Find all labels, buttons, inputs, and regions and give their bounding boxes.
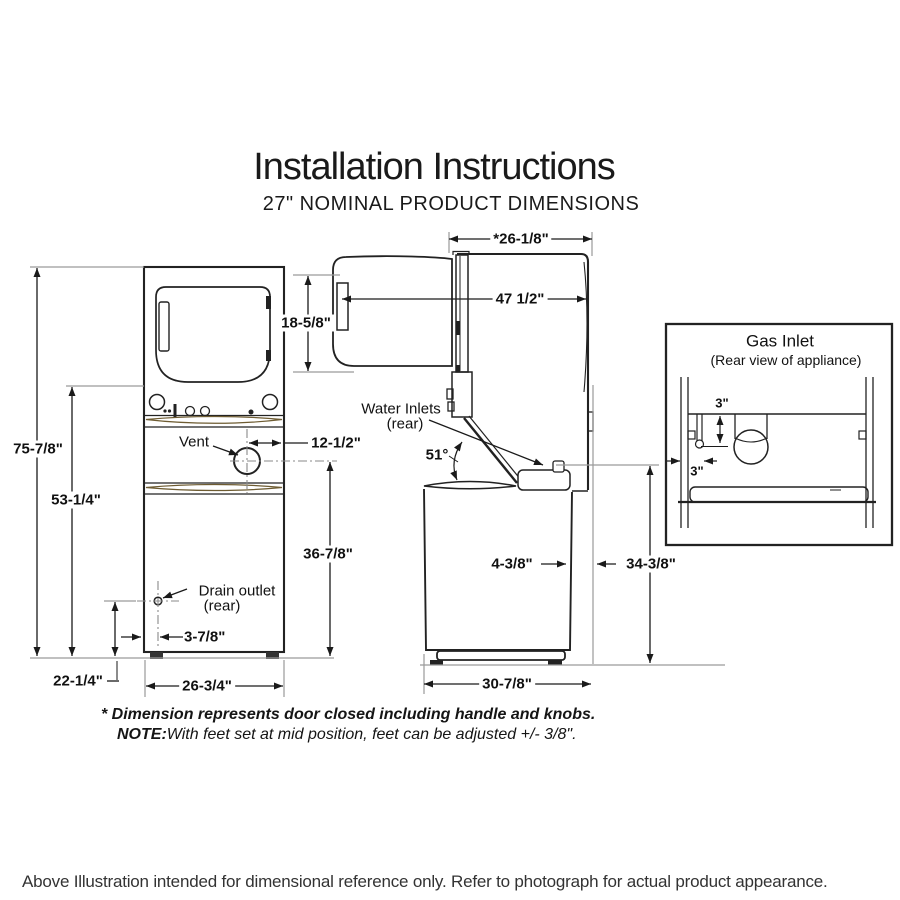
footer-disclaimer: Above Illustration intended for dimensional reference only. Refer to photograph for actual product appearance. bbox=[22, 872, 828, 891]
dim-drain-height: 22-1/4" bbox=[53, 672, 103, 690]
page-title: Installation Instructions bbox=[253, 146, 615, 188]
note-feet-text: With feet set at mid position, feet can be adjusted +/- 3/8". bbox=[166, 726, 577, 743]
dim-washer-top-height-side: 34-3/8" bbox=[623, 556, 679, 573]
dim-depth: *26-1/8" bbox=[490, 231, 551, 248]
dim-vent-height: 36-7/8" bbox=[300, 546, 356, 563]
note-asterisk: * Dimension represents door closed including handle and knobs. bbox=[101, 706, 596, 723]
note-feet-label: NOTE: bbox=[117, 726, 167, 743]
dim-front-width: 26-3/4" bbox=[179, 678, 235, 695]
dim-door-open-clearance: 47 1/2" bbox=[493, 291, 548, 308]
gas-inlet-title: Gas Inlet bbox=[745, 331, 815, 351]
gas-inlet-subtitle: (Rear view of appliance) bbox=[710, 352, 862, 368]
water-inlets-label: Water Inlets bbox=[361, 400, 441, 418]
drain-outlet-sublabel: (rear) bbox=[203, 597, 241, 615]
dim-washer-top-height: 53-1/4" bbox=[48, 492, 104, 509]
page-subtitle: 27" NOMINAL PRODUCT DIMENSIONS bbox=[262, 193, 640, 215]
dim-base-depth: 30-7/8" bbox=[479, 676, 535, 693]
dim-total-height: 75-7/8" bbox=[10, 441, 66, 458]
vent-label: Vent bbox=[178, 433, 210, 451]
water-inlets-sublabel: (rear) bbox=[386, 415, 424, 433]
drain-outlet-label: Drain outlet bbox=[198, 582, 276, 600]
gas-dim-horizontal: 3" bbox=[690, 463, 704, 479]
dim-drain-offset: 3-7/8" bbox=[184, 628, 226, 646]
note-feet bbox=[117, 726, 577, 744]
gas-dim-vertical: 3" bbox=[715, 395, 729, 411]
dim-vent-offset: 12-1/2" bbox=[311, 434, 361, 452]
dim-washer-rear-offset: 4-3/8" bbox=[491, 555, 533, 573]
dim-lid-angle: 51° bbox=[425, 446, 449, 464]
dim-door-depth: 18-5/8" bbox=[278, 315, 334, 332]
